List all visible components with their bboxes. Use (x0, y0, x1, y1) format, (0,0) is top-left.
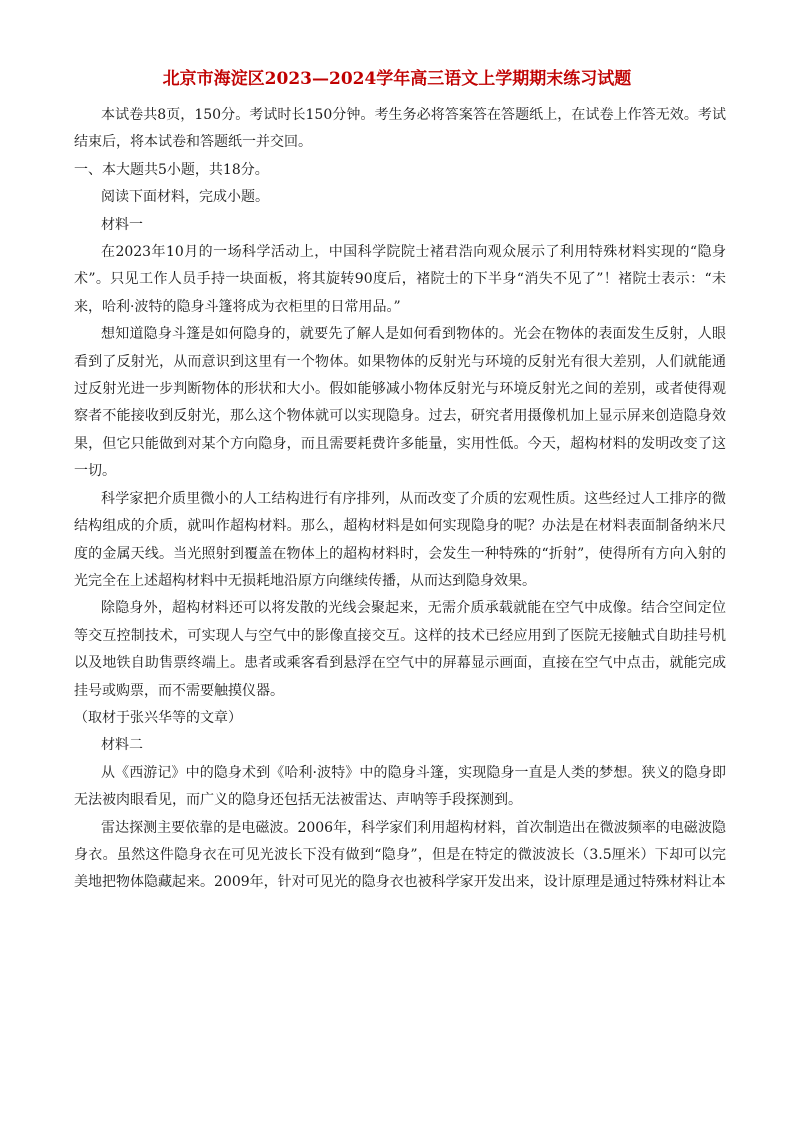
material2-label: 材料二 (101, 737, 143, 754)
material1-paragraph-3: 科学家把介质里微小的人工结构进行有序排列，从而改变了介质的宏观性质。这些经过人工排序的微结构组成的介质，就叫作超构材料。那么，超构材料是如何实现隐身的呢？办法是在材料表面制备纳米尺度的金属天线。当光照射到覆盖在物体上的超构材料时，会发生一种特殊的“折射”，使得所有方向入射的光完全在上述超构材料中无损耗地沿原方向继续传播，从而达到隐身效果。 (74, 490, 726, 589)
intro-paragraph: 本试卷共8页，150分。考试时长150分钟。考生务必将答案答在答题纸上，在试卷上作答无效。考试结束后，将本试卷和答题纸一并交回。 (74, 107, 726, 151)
material1-paragraph-1: 在2023年10月的一场科学活动上，中国科学院院士褚君浩向观众展示了利用特殊材料实现的“隐身术”。只见工作人员手持一块面板，将其旋转90度后，褚院士的下半身“消失不见了”！褚院士表示：“未来，哈利·波特的隐身斗篷将成为衣柜里的日常用品。” (74, 244, 726, 315)
material1-paragraph-4: 除隐身外，超构材料还可以将发散的光线会聚起来，无需介质承载就能在空气中成像。结合空间定位等交互控制技术，可实现人与空气中的影像直接交互。这样的技术已经应用到了医院无接触式自助挂号机以及地铁自助售票终端上。患者或乘客看到悬浮在空气中的屏幕显示画面，直接在空气中点击，就能完成挂号或购票，而不需要触摸仪器。 (74, 600, 726, 699)
document-body (74, 102, 726, 897)
material1-paragraph-2: 想知道隐身斗篷是如何隐身的，就要先了解人是如何看到物体的。光会在物体的表面发生反射，人眼看到了反射光，从而意识到这里有一个物体。如果物体的反射光与环境的反射光有很大差别，人们就能通过反射光进一步判断物体的形状和大小。假如能够减小物体反射光与环境反射光之间的差别，或者使得观察者不能接收到反射光，那么这个物体就可以实现隐身。过去，研究者用摄像机加上显示屏来创造隐身效果，但它只能做到对某个方向隐身，而且需要耗费许多能量，实用性低。今天，超构材料的发明改变了这一切。 (74, 326, 726, 480)
material1-source: （取材于张兴华等的文章） (74, 709, 242, 726)
page-title: 北京市海淀区2023—2024学年高三语文上学期期末练习试题 (162, 69, 632, 89)
material2-paragraph-2: 雷达探测主要依靠的是电磁波。2006年，科学家们利用超构材料，首次制造出在微波频率的电磁波隐身衣。虽然这件隐身衣在可见光波长下没有做到“隐身”，但是在特定的微波波长（3.5厘米）下却可以完美地把物体隐藏起来。2009年，针对可见光的隐身衣也被科学家开发出来，设计原理是通过特殊材料让本 (74, 819, 726, 891)
material1-label: 材料一 (101, 216, 143, 233)
material2-paragraph-1: 从《西游记》中的隐身术到《哈利·波特》中的隐身斗篷，实现隐身一直是人类的梦想。狭义的隐身即无法被肉眼看见，而广义的隐身还包括无法被雷达、声呐等手段探测到。 (74, 764, 726, 809)
section-heading: 一、本大题共5小题，共18分。 (74, 161, 269, 178)
instruction-text: 阅读下面材料，完成小题。 (101, 189, 269, 206)
